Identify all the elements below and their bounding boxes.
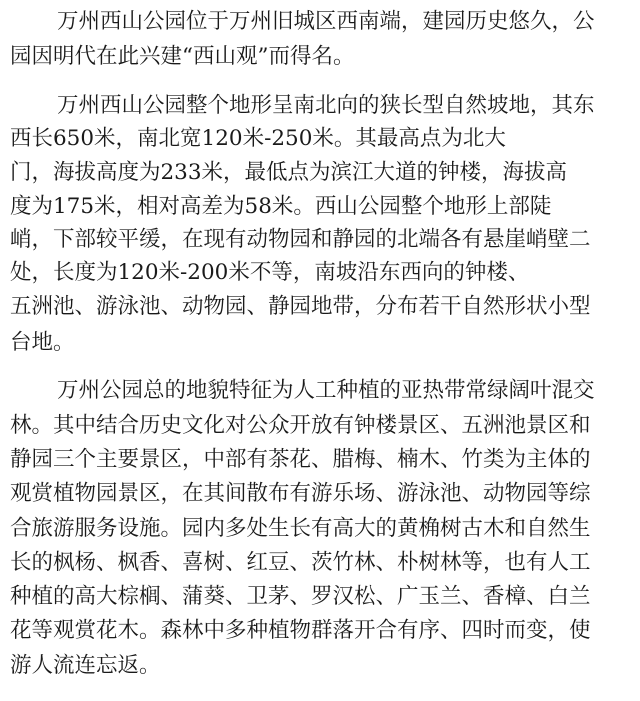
paragraph-line: 林。其中结合历史文化对公众开放有钟楼景区、五洲池景区和 xyxy=(10,413,591,438)
paragraph-line: 门，海拔高度为233米，最低点为滨江大道的钟楼，海拔高 xyxy=(10,160,568,185)
paragraph-line: 园因明代在此兴建“西山观”而得名。 xyxy=(10,44,355,69)
paragraph-line: 度为175米，相对高差为58米。西山公园整个地形上部陡 xyxy=(10,194,552,219)
paragraph-line: 静园三个主要景区，中部有茶花、腊梅、楠木、竹类为主体的 xyxy=(10,447,591,472)
paragraph-line: 种植的高大棕榈、蒲葵、卫茅、罗汉松、广玉兰、香樟、白兰 xyxy=(10,584,591,609)
paragraph-line: 合旅游服务设施。园内多处生长有高大的黄桷树古木和自然生 xyxy=(10,516,591,541)
paragraph-line: 峭，下部较平缓，在现有动物园和静园的北端各有悬崖峭壁二 xyxy=(10,227,591,252)
paragraph-line: 台地。 xyxy=(10,330,75,355)
paragraph-line: 游人流连忘返。 xyxy=(10,653,161,678)
paragraph-line: 花等观赏花木。森林中多种植物群落开合有序、四时而变，使 xyxy=(10,618,591,643)
paragraph-line: 观赏植物园景区，在其间散布有游乐场、游泳池、动物园等综 xyxy=(10,481,591,506)
paragraph-line: 五洲池、游泳池、动物园、静园地带，分布若干自然形状小型 xyxy=(10,294,591,319)
paragraph-line: 西长650米，南北宽120米-250米。其最高点为北大 xyxy=(10,126,506,151)
paragraph-line: 处，长度为120米-200米不等，南坡沿东西向的钟楼、 xyxy=(10,260,530,285)
paragraph-line: 万州西山公园整个地形呈南北向的狭长型自然坡地，其东 xyxy=(57,93,595,118)
paragraph-line: 万州公园总的地貌特征为人工种植的亚热带常绿阔叶混交 xyxy=(57,378,595,403)
paragraph-line: 万州西山公园位于万州旧城区西南端，建园历史悠久，公 xyxy=(57,9,595,34)
paragraph-line: 长的枫杨、枫香、喜树、红豆、茨竹林、朴树林等，也有人工 xyxy=(10,550,591,575)
